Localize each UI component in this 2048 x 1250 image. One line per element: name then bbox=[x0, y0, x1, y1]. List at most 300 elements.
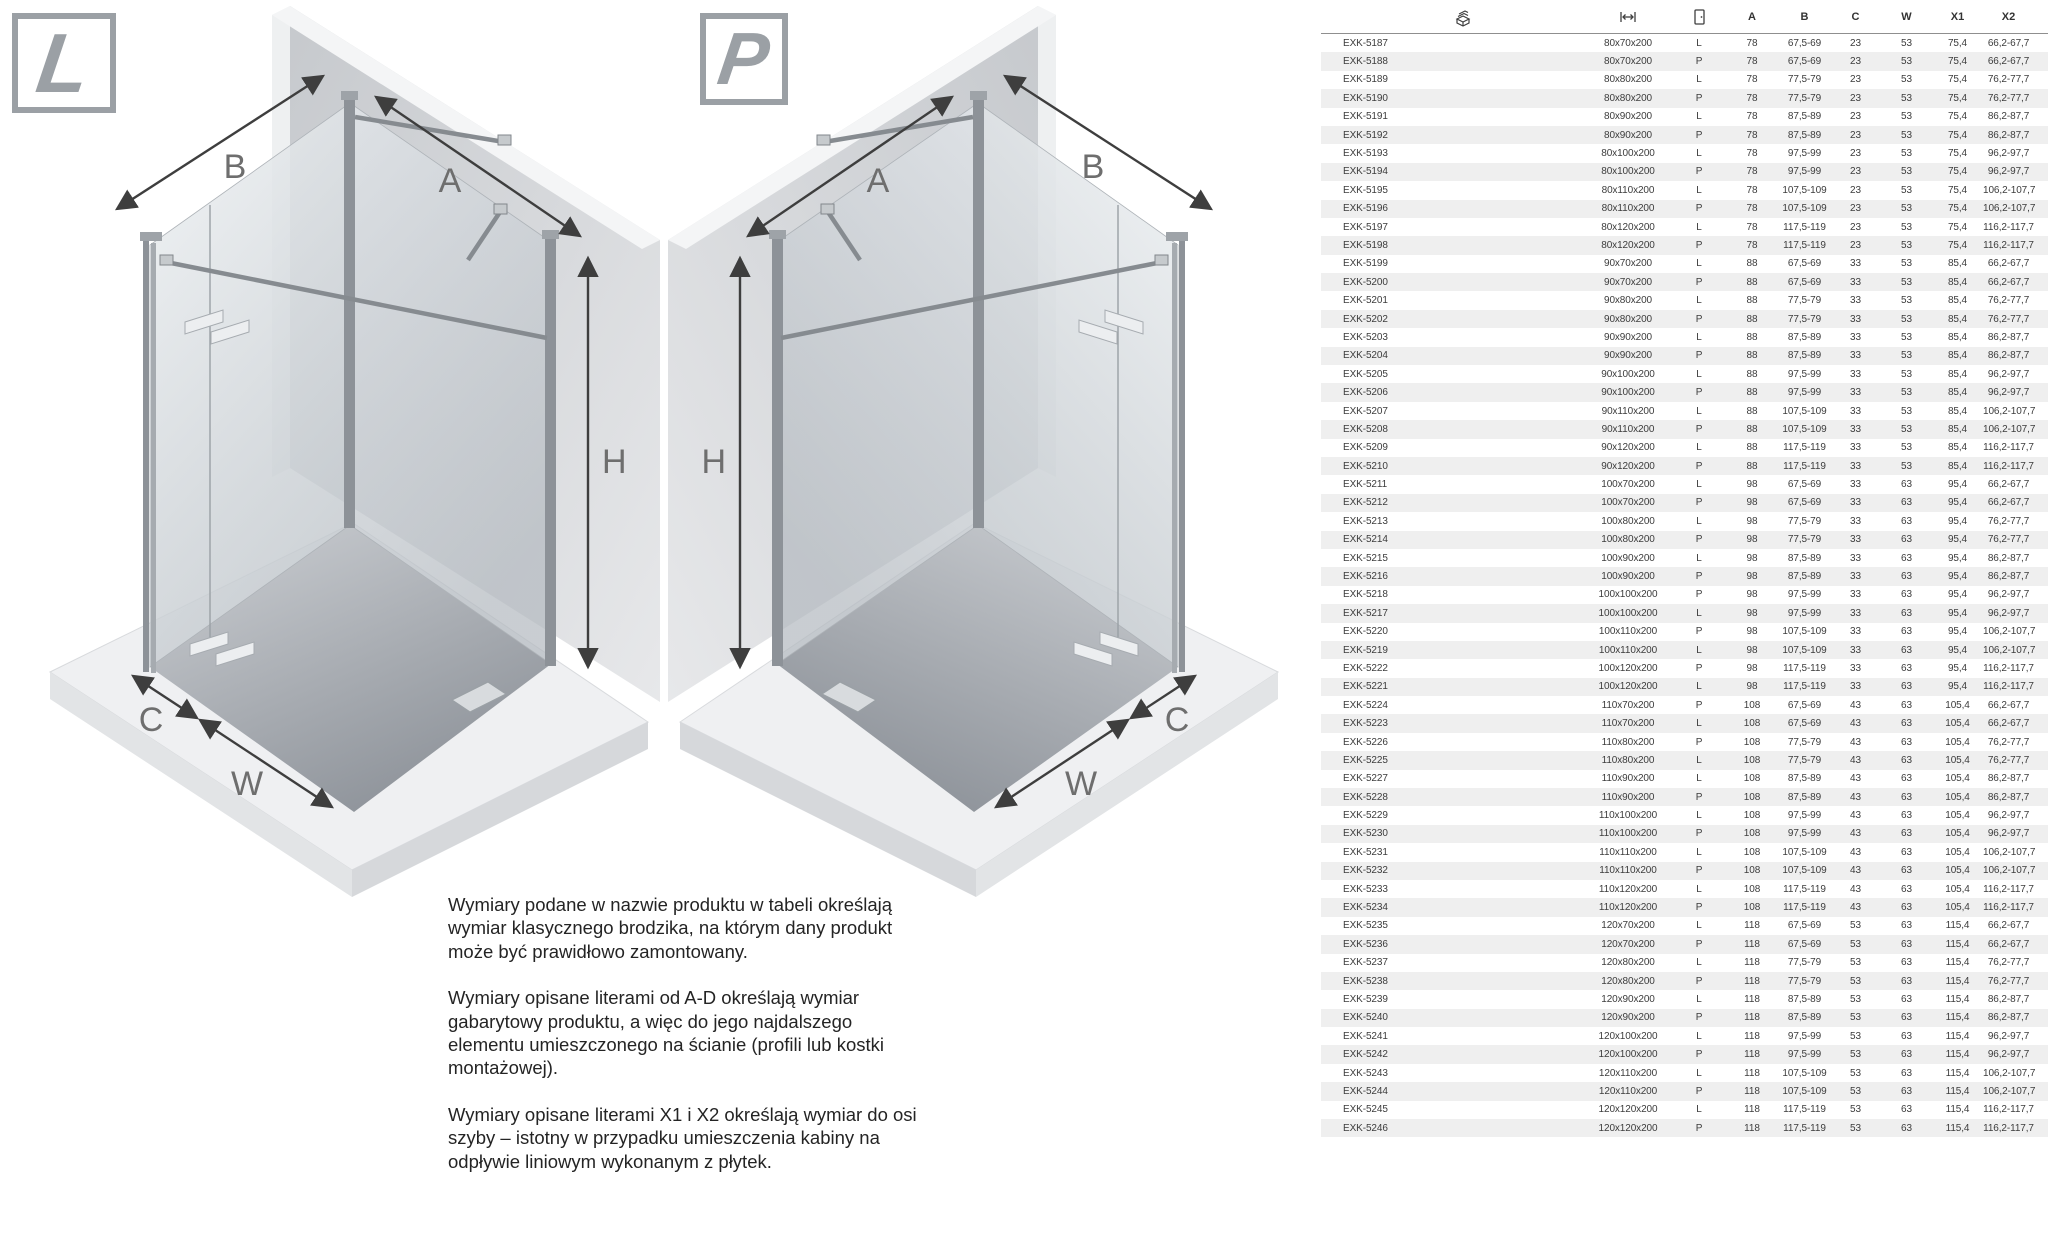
table-cell: EXK-5225 bbox=[1343, 754, 1388, 766]
table-cell: L bbox=[1696, 773, 1702, 785]
table-cell: L bbox=[1696, 258, 1702, 270]
table-cell: 63 bbox=[1901, 589, 1912, 601]
table-cell: 75,4 bbox=[1947, 56, 1968, 68]
table-cell: 98 bbox=[1746, 479, 1758, 491]
left-variant-badge bbox=[12, 13, 116, 113]
table-cell: 23 bbox=[1850, 37, 1861, 49]
table-cell: 33 bbox=[1850, 626, 1861, 638]
table-cell: 86,2-87,7 bbox=[1987, 791, 2030, 803]
dim-label-h: H bbox=[602, 443, 627, 481]
table-cell: L bbox=[1696, 74, 1702, 86]
table-cell: 76,2-77,7 bbox=[1987, 74, 2030, 86]
table-cell: L bbox=[1696, 552, 1702, 564]
table-cell: 120x90x200 bbox=[1601, 994, 1655, 1005]
table-cell: L bbox=[1696, 515, 1702, 527]
table-cell: EXK-5222 bbox=[1343, 662, 1388, 674]
table-cell: EXK-5218 bbox=[1343, 589, 1388, 601]
table-cell: 76,2-77,7 bbox=[1987, 754, 2030, 766]
table-cell: P bbox=[1695, 92, 1703, 104]
table-cell: 117,5-119 bbox=[1783, 1122, 1826, 1134]
table-cell: 118 bbox=[1744, 1030, 1760, 1042]
table-cell: 23 bbox=[1850, 92, 1861, 104]
table-cell: 67,5-69 bbox=[1787, 938, 1822, 950]
table-cell: EXK-5195 bbox=[1343, 184, 1388, 196]
table-cell: 78 bbox=[1746, 37, 1758, 49]
table-cell: 53 bbox=[1850, 1104, 1861, 1116]
dim-label-c: C bbox=[1164, 701, 1190, 739]
table-cell: L bbox=[1696, 479, 1702, 491]
table-cell: EXK-5209 bbox=[1343, 442, 1388, 454]
table-cell: 110x90x200 bbox=[1601, 791, 1655, 803]
table-cell: 66,2-67,7 bbox=[1987, 497, 2030, 509]
table-cell: 120x100x200 bbox=[1598, 1049, 1658, 1061]
table-cell: 53 bbox=[1850, 1122, 1861, 1134]
table-cell: 87,5-89 bbox=[1787, 994, 1822, 1005]
table-cell: P bbox=[1695, 1012, 1703, 1024]
table-cell: 97,5-99 bbox=[1787, 387, 1822, 399]
table-cell: 98 bbox=[1746, 626, 1758, 638]
table-cell: 110x100x200 bbox=[1598, 810, 1658, 822]
table-cell: EXK-5238 bbox=[1343, 975, 1388, 987]
table-cell: 78 bbox=[1746, 239, 1758, 251]
table-cell: 53 bbox=[1850, 957, 1861, 969]
table-row bbox=[1321, 972, 2048, 990]
table-row bbox=[1321, 71, 2048, 89]
table-cell: 76,2-77,7 bbox=[1987, 975, 2030, 987]
table-cell: 98 bbox=[1746, 497, 1758, 509]
table-cell: L bbox=[1696, 442, 1702, 454]
table-cell: 97,5-99 bbox=[1787, 148, 1822, 160]
diagram-right-variant bbox=[668, 6, 1278, 897]
table-cell: EXK-5207 bbox=[1343, 405, 1388, 417]
table-cell: 115,4 bbox=[1945, 1122, 1970, 1134]
table-row bbox=[1321, 273, 2048, 291]
table-cell: 77,5-79 bbox=[1787, 92, 1822, 104]
table-cell: 63 bbox=[1901, 1104, 1912, 1116]
table-cell: 118 bbox=[1744, 920, 1760, 932]
table-row bbox=[1321, 549, 2048, 567]
table-cell: 23 bbox=[1850, 203, 1861, 215]
table-cell: EXK-5230 bbox=[1343, 828, 1388, 840]
table-cell: 33 bbox=[1850, 644, 1861, 656]
table-cell: 85,4 bbox=[1947, 405, 1968, 417]
table-cell: EXK-5197 bbox=[1343, 221, 1388, 233]
table-cell: EXK-5212 bbox=[1343, 497, 1388, 509]
table-cell: 95,4 bbox=[1947, 607, 1968, 619]
table-row bbox=[1321, 1027, 2048, 1045]
table-cell: 107,5-109 bbox=[1782, 1085, 1827, 1097]
table-cell: 23 bbox=[1850, 239, 1861, 251]
table-cell: L bbox=[1696, 644, 1702, 656]
table-cell: EXK-5215 bbox=[1343, 552, 1388, 564]
table-cell: 77,5-79 bbox=[1787, 754, 1822, 766]
table-cell: 63 bbox=[1901, 479, 1912, 491]
note-paragraph: Wymiary opisane literami X1 i X2 określają wymiar do osi szyby – istotny w przypadku umieszczenia kabiny na odpływie liniowym wykonanym z płytek. bbox=[448, 1103, 917, 1172]
table-cell: 67,5-69 bbox=[1787, 258, 1822, 270]
table-row bbox=[1321, 181, 2048, 199]
table-cell: 120x120x200 bbox=[1598, 1122, 1658, 1134]
table-cell: L bbox=[1696, 810, 1702, 822]
table-cell: EXK-5213 bbox=[1343, 515, 1388, 527]
table-cell: 75,4 bbox=[1947, 148, 1968, 160]
table-row bbox=[1321, 531, 2048, 549]
table-cell: EXK-5231 bbox=[1343, 846, 1388, 858]
table-cell: P bbox=[1695, 313, 1703, 325]
table-cell: 116,2-117,7 bbox=[1983, 1122, 2034, 1134]
table-cell: 85,4 bbox=[1947, 460, 1968, 472]
table-cell: 23 bbox=[1850, 148, 1861, 160]
table-cell: 90x90x200 bbox=[1603, 350, 1653, 362]
table-row bbox=[1321, 586, 2048, 604]
table-cell: 43 bbox=[1850, 791, 1861, 803]
table-cell: 33 bbox=[1850, 276, 1861, 288]
table-cell: 106,2-107,7 bbox=[1983, 865, 2036, 877]
table-row bbox=[1321, 917, 2048, 935]
table-row bbox=[1321, 347, 2048, 365]
table-cell: 33 bbox=[1850, 607, 1861, 619]
table-cell: 110x80x200 bbox=[1601, 736, 1655, 748]
table-cell: 88 bbox=[1746, 295, 1758, 307]
table-cell: 33 bbox=[1850, 589, 1861, 601]
table-cell: 75,4 bbox=[1947, 221, 1968, 233]
table-cell: 106,2-107,7 bbox=[1983, 423, 2036, 435]
table-cell: L bbox=[1696, 295, 1702, 307]
table-cell: 85,4 bbox=[1947, 423, 1968, 435]
table-cell: 106,2-107,7 bbox=[1983, 1085, 2036, 1097]
table-row bbox=[1321, 733, 2048, 751]
table-cell: 88 bbox=[1746, 460, 1758, 472]
table-cell: 116,2-117,7 bbox=[1983, 460, 2034, 472]
table-cell: 87,5-89 bbox=[1787, 350, 1822, 362]
table-cell: 116,2-117,7 bbox=[1983, 1104, 2034, 1116]
table-cell: 80x120x200 bbox=[1601, 239, 1655, 251]
table-cell: 100x120x200 bbox=[1598, 681, 1658, 693]
table-row bbox=[1321, 1064, 2048, 1082]
table-cell: 107,5-109 bbox=[1782, 423, 1827, 435]
table-row bbox=[1321, 494, 2048, 512]
table-cell: 88 bbox=[1746, 387, 1758, 399]
table-row bbox=[1321, 898, 2048, 916]
table-cell: L bbox=[1696, 148, 1702, 160]
table-cell: 33 bbox=[1850, 258, 1861, 270]
table-cell: 98 bbox=[1746, 534, 1758, 546]
table-row bbox=[1321, 714, 2048, 732]
table-row bbox=[1321, 825, 2048, 843]
table-cell: 96,2-97,7 bbox=[1987, 828, 2030, 840]
table-cell: 53 bbox=[1901, 129, 1912, 141]
table-cell: 75,4 bbox=[1947, 166, 1968, 178]
table-cell: 96,2-97,7 bbox=[1987, 810, 2030, 822]
table-cell: 33 bbox=[1850, 479, 1861, 491]
dim-label-b: B bbox=[223, 148, 247, 186]
table-cell: 100x100x200 bbox=[1598, 607, 1658, 619]
table-cell: 53 bbox=[1850, 938, 1861, 950]
table-row bbox=[1321, 990, 2048, 1008]
table-row bbox=[1321, 328, 2048, 346]
table-cell: EXK-5189 bbox=[1343, 74, 1388, 86]
table-cell: 100x90x200 bbox=[1601, 552, 1655, 564]
table-cell: 96,2-97,7 bbox=[1987, 166, 2030, 178]
table-cell: 118 bbox=[1744, 1085, 1760, 1097]
table-cell: 63 bbox=[1901, 791, 1912, 803]
table-cell: 77,5-79 bbox=[1787, 515, 1822, 527]
table-cell: P bbox=[1695, 534, 1703, 546]
table-cell: 117,5-119 bbox=[1783, 902, 1826, 914]
table-cell: 97,5-99 bbox=[1787, 810, 1822, 822]
table-cell: 33 bbox=[1850, 350, 1861, 362]
table-cell: 115,4 bbox=[1945, 1012, 1970, 1024]
table-cell: 67,5-69 bbox=[1787, 56, 1822, 68]
table-cell: 80x110x200 bbox=[1601, 203, 1655, 215]
table-cell: 116,2-117,7 bbox=[1983, 883, 2034, 895]
table-cell: 76,2-77,7 bbox=[1987, 515, 2030, 527]
table-cell: 63 bbox=[1901, 957, 1912, 969]
table-cell: L bbox=[1696, 184, 1702, 196]
table-cell: 78 bbox=[1746, 184, 1758, 196]
table-cell: 53 bbox=[1850, 1085, 1861, 1097]
table-cell: EXK-5242 bbox=[1343, 1049, 1388, 1061]
table-cell: P bbox=[1695, 828, 1703, 840]
table-cell: 53 bbox=[1901, 295, 1912, 307]
table-cell: 118 bbox=[1744, 1012, 1760, 1024]
table-cell: 118 bbox=[1744, 1049, 1760, 1061]
table-cell: L bbox=[1696, 368, 1702, 380]
table-cell: L bbox=[1696, 957, 1702, 969]
door-icon bbox=[1690, 8, 1708, 26]
table-cell: 33 bbox=[1850, 387, 1861, 399]
table-cell: 86,2-87,7 bbox=[1987, 129, 2030, 141]
table-row bbox=[1321, 52, 2048, 70]
right-variant-badge bbox=[700, 13, 788, 105]
table-row bbox=[1321, 126, 2048, 144]
table-cell: 95,4 bbox=[1947, 662, 1968, 674]
table-cell: 115,4 bbox=[1945, 975, 1970, 987]
table-cell: 78 bbox=[1746, 166, 1758, 178]
table-cell: 105,4 bbox=[1945, 754, 1970, 766]
dim-label-a: A bbox=[866, 162, 890, 200]
table-cell: 76,2-77,7 bbox=[1987, 736, 2030, 748]
table-cell: 77,5-79 bbox=[1787, 534, 1822, 546]
table-cell: EXK-5214 bbox=[1343, 534, 1388, 546]
table-cell: 110x70x200 bbox=[1601, 699, 1655, 711]
table-row bbox=[1321, 310, 2048, 328]
table-row bbox=[1321, 641, 2048, 659]
table-cell: 108 bbox=[1743, 902, 1761, 914]
table-cell: 110x100x200 bbox=[1598, 828, 1658, 840]
table-row bbox=[1321, 806, 2048, 824]
table-cell: 66,2-67,7 bbox=[1987, 938, 2030, 950]
table-cell: 43 bbox=[1850, 718, 1861, 730]
table-cell: EXK-5199 bbox=[1343, 258, 1388, 270]
table-cell: EXK-5201 bbox=[1343, 295, 1388, 307]
table-cell: 96,2-97,7 bbox=[1987, 1049, 2030, 1061]
table-cell: 53 bbox=[1850, 994, 1861, 1005]
table-cell: 67,5-69 bbox=[1787, 276, 1822, 288]
table-cell: 87,5-89 bbox=[1787, 791, 1822, 803]
table-cell: 98 bbox=[1746, 552, 1758, 564]
table-cell: P bbox=[1695, 1085, 1703, 1097]
table-cell: 43 bbox=[1850, 883, 1861, 895]
table-cell: 63 bbox=[1901, 681, 1912, 693]
table-row bbox=[1321, 108, 2048, 126]
table-cell: EXK-5206 bbox=[1343, 387, 1388, 399]
table-cell: 88 bbox=[1746, 313, 1758, 325]
table-cell: 75,4 bbox=[1947, 111, 1968, 123]
table-cell: 96,2-97,7 bbox=[1987, 148, 2030, 160]
table-cell: 53 bbox=[1901, 350, 1912, 362]
table-cell: 63 bbox=[1901, 828, 1912, 840]
diagram-left-variant bbox=[50, 6, 660, 897]
table-cell: 53 bbox=[1901, 166, 1912, 178]
table-cell: 108 bbox=[1743, 791, 1761, 803]
table-cell: 97,5-99 bbox=[1787, 1049, 1822, 1061]
table-cell: 63 bbox=[1901, 920, 1912, 932]
note-paragraph: Wymiary podane w nazwie produktu w tabeli określają wymiar klasycznego brodzika, na którym dany produkt może być prawidłowo zamontowany. bbox=[448, 894, 893, 962]
table-cell: 98 bbox=[1746, 589, 1758, 601]
table-cell: 43 bbox=[1850, 736, 1861, 748]
table-cell: EXK-5240 bbox=[1343, 1012, 1388, 1024]
table-cell: 90x100x200 bbox=[1601, 387, 1655, 399]
table-cell: 23 bbox=[1850, 184, 1861, 196]
table-cell: 53 bbox=[1901, 74, 1912, 86]
table-cell: 90x80x200 bbox=[1603, 313, 1653, 325]
table-cell: P bbox=[1695, 736, 1703, 748]
table-cell: 53 bbox=[1901, 184, 1912, 196]
table-cell: 116,2-117,7 bbox=[1983, 902, 2034, 914]
column-header-x2: X2 bbox=[2001, 10, 2016, 23]
table-row bbox=[1321, 255, 2048, 273]
table-cell: 66,2-67,7 bbox=[1987, 56, 2030, 68]
table-cell: P bbox=[1695, 423, 1703, 435]
badge-letter: L bbox=[31, 16, 97, 110]
table-row bbox=[1321, 383, 2048, 401]
table-cell: L bbox=[1696, 681, 1702, 693]
table-cell: 100x100x200 bbox=[1598, 589, 1658, 601]
table-cell: 90x70x200 bbox=[1603, 258, 1653, 270]
table-cell: 67,5-69 bbox=[1787, 497, 1822, 509]
table-cell: EXK-5232 bbox=[1343, 865, 1388, 877]
table-cell: 108 bbox=[1743, 754, 1761, 766]
table-row bbox=[1321, 89, 2048, 107]
table-cell: 100x70x200 bbox=[1601, 497, 1655, 509]
table-cell: 105,4 bbox=[1945, 902, 1970, 914]
table-cell: 85,4 bbox=[1947, 313, 1968, 325]
dim-label-a: A bbox=[438, 162, 462, 200]
table-cell: 80x90x200 bbox=[1603, 129, 1653, 141]
dim-label-w: W bbox=[1064, 765, 1098, 803]
table-cell: 118 bbox=[1744, 1104, 1760, 1116]
table-cell: 120x110x200 bbox=[1598, 1085, 1658, 1097]
table-cell: 86,2-87,7 bbox=[1987, 331, 2030, 343]
table-cell: 90x100x200 bbox=[1601, 368, 1655, 380]
table-cell: 90x110x200 bbox=[1601, 423, 1655, 435]
table-cell: EXK-5221 bbox=[1343, 681, 1388, 693]
table-cell: 63 bbox=[1901, 1085, 1912, 1097]
table-cell: 88 bbox=[1746, 368, 1758, 380]
table-cell: 80x80x200 bbox=[1603, 92, 1653, 104]
table-cell: 96,2-97,7 bbox=[1987, 1030, 2030, 1042]
table-cell: 115,4 bbox=[1945, 1049, 1970, 1061]
table-cell: 78 bbox=[1746, 56, 1758, 68]
table-cell: 86,2-87,7 bbox=[1987, 994, 2030, 1005]
table-cell: 53 bbox=[1850, 975, 1861, 987]
table-cell: EXK-5239 bbox=[1343, 994, 1388, 1005]
table-cell: L bbox=[1696, 405, 1702, 417]
table-cell: 116,2-117,7 bbox=[1983, 662, 2034, 674]
table-cell: 63 bbox=[1901, 754, 1912, 766]
table-cell: EXK-5235 bbox=[1343, 920, 1388, 932]
table-row bbox=[1321, 365, 2048, 383]
column-header-b: B bbox=[1800, 10, 1809, 23]
table-cell: 100x110x200 bbox=[1598, 626, 1658, 638]
table-cell: 86,2-87,7 bbox=[1987, 571, 2030, 583]
table-cell: 67,5-69 bbox=[1787, 699, 1822, 711]
table-cell: 98 bbox=[1746, 662, 1758, 674]
table-cell: 108 bbox=[1743, 883, 1761, 895]
table-row bbox=[1321, 935, 2048, 953]
table-cell: 76,2-77,7 bbox=[1987, 92, 2030, 104]
table-cell: EXK-5224 bbox=[1343, 699, 1388, 711]
table-cell: 63 bbox=[1901, 938, 1912, 950]
table-cell: 110x120x200 bbox=[1598, 883, 1658, 895]
table-row bbox=[1321, 696, 2048, 714]
table-cell: L bbox=[1696, 607, 1702, 619]
table-cell: 66,2-67,7 bbox=[1987, 479, 2030, 491]
table-cell: 105,4 bbox=[1945, 736, 1970, 748]
table-cell: 98 bbox=[1746, 681, 1758, 693]
table-row bbox=[1321, 420, 2048, 438]
table-cell: 87,5-89 bbox=[1787, 773, 1822, 785]
table-row bbox=[1321, 1082, 2048, 1100]
table-cell: 100x80x200 bbox=[1601, 515, 1655, 527]
table-cell: 87,5-89 bbox=[1787, 552, 1822, 564]
table-cell: P bbox=[1695, 865, 1703, 877]
table-cell: 105,4 bbox=[1945, 699, 1970, 711]
table-cell: EXK-5227 bbox=[1343, 773, 1388, 785]
width-dimension-icon bbox=[1619, 8, 1637, 26]
table-cell: 63 bbox=[1901, 571, 1912, 583]
table-cell: 33 bbox=[1850, 331, 1861, 343]
table-cell: 96,2-97,7 bbox=[1987, 607, 2030, 619]
column-header-w: W bbox=[1901, 10, 1912, 23]
table-cell: 106,2-107,7 bbox=[1983, 1067, 2036, 1079]
table-cell: 107,5-109 bbox=[1782, 846, 1827, 858]
table-cell: 90x90x200 bbox=[1603, 331, 1653, 343]
table-cell: 63 bbox=[1901, 883, 1912, 895]
table-cell: EXK-5236 bbox=[1343, 938, 1388, 950]
table-cell: 105,4 bbox=[1945, 718, 1970, 730]
note-paragraph: Wymiary opisane literami od A-D określają wymiar gabarytowy produktu, a więc do jego najdalszego elementu umieszczonego na ścianie (profili lub kostki montażowej). bbox=[448, 987, 884, 1079]
table-cell: 33 bbox=[1850, 405, 1861, 417]
table-cell: P bbox=[1695, 1122, 1703, 1134]
table-cell: 53 bbox=[1901, 258, 1912, 270]
table-cell: 108 bbox=[1743, 736, 1761, 748]
table-cell: 117,5-119 bbox=[1783, 883, 1826, 895]
table-cell: 85,4 bbox=[1947, 331, 1968, 343]
table-cell: 63 bbox=[1901, 773, 1912, 785]
table-cell: 66,2-67,7 bbox=[1987, 699, 2030, 711]
table-cell: L bbox=[1696, 111, 1702, 123]
table-cell: 107,5-109 bbox=[1782, 1067, 1827, 1079]
table-cell: 108 bbox=[1743, 828, 1761, 840]
table-cell: 80x100x200 bbox=[1601, 148, 1655, 160]
table-cell: 33 bbox=[1850, 571, 1861, 583]
table-cell: 118 bbox=[1744, 1067, 1760, 1079]
table-cell: 63 bbox=[1901, 1030, 1912, 1042]
table-cell: 53 bbox=[1901, 37, 1912, 49]
table-cell: 77,5-79 bbox=[1787, 736, 1822, 748]
table-row bbox=[1321, 144, 2048, 162]
